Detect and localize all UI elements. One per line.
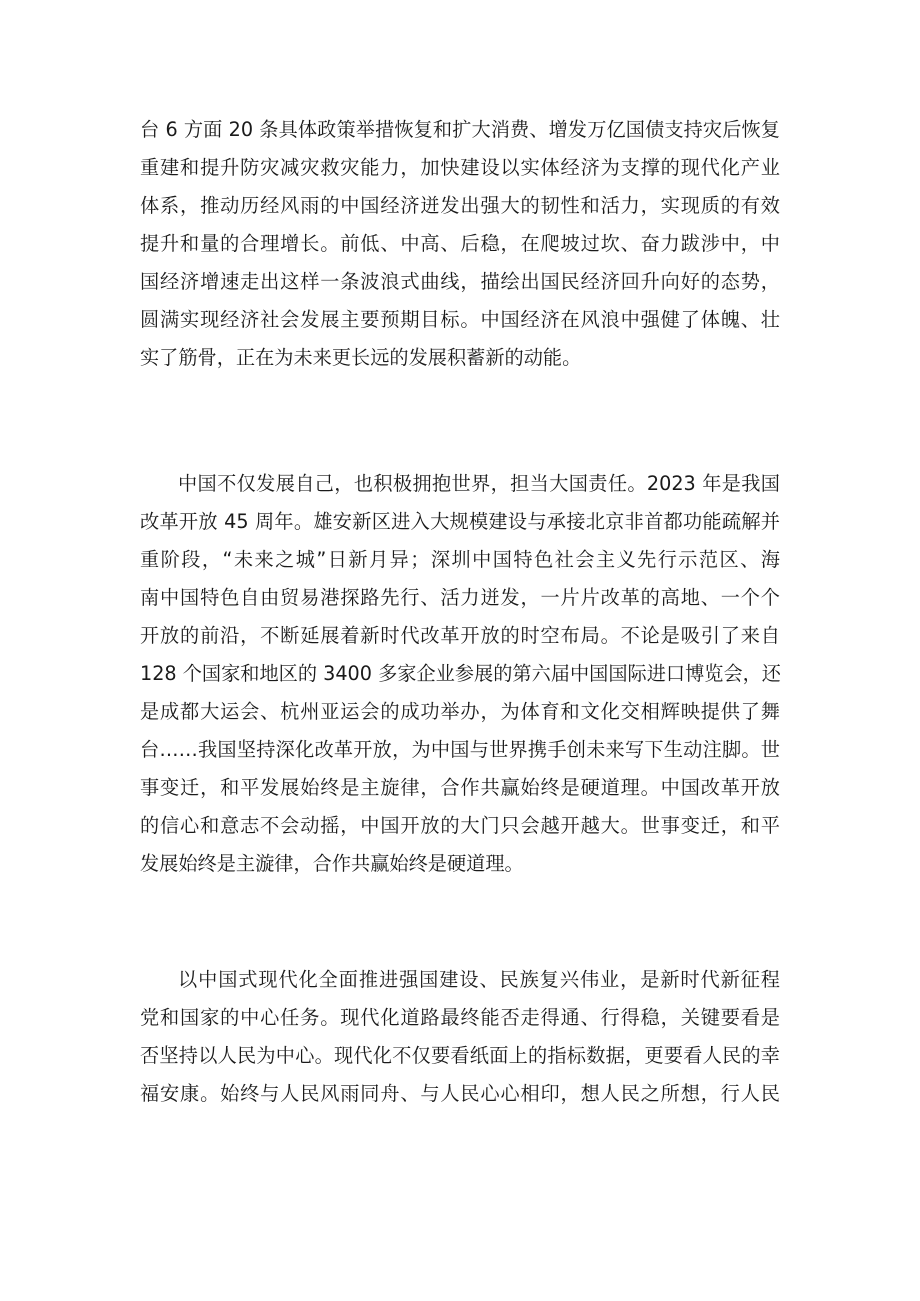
paragraph-3	[140, 961, 780, 1113]
paragraph-1	[140, 111, 780, 377]
paragraph-line: 重阶段，“未来之城”日新月异；深圳中国特色社会主义先行示范区、海	[140, 548, 780, 571]
paragraph-line: 中国不仅发展自己，也积极拥抱世界，担当大国责任。2023 年是我国	[178, 472, 780, 495]
paragraph-line: 以中国式现代化全面推进强国建设、民族复兴伟业，是新时代新征程	[178, 968, 780, 991]
paragraph-line: 国经济增速走出这样一条波浪式曲线，描绘出国民经济回升向好的态势，	[140, 270, 780, 293]
paragraph-line: 否坚持以人民为中心。现代化不仅要看纸面上的指标数据，更要看人民的幸	[140, 1044, 780, 1067]
paragraph-line: 党和国家的中心任务。现代化道路最终能否走得通、行得稳，关键要看是	[140, 1006, 780, 1029]
paragraph-line: 提升和量的合理增长。前低、中高、后稳，在爬坡过坎、奋力跋涉中，中	[140, 232, 780, 255]
paragraph-line: 台 6 方面 20 条具体政策举措恢复和扩大消费、增发万亿国债支持灾后恢复	[140, 118, 780, 141]
paragraph-line: 台……我国坚持深化改革开放，为中国与世界携手创未来写下生动注脚。世	[140, 738, 780, 761]
paragraph-line: 事变迁，和平发展始终是主旋律，合作共赢始终是硬道理。中国改革开放	[140, 776, 780, 799]
paragraph-line: 南中国特色自由贸易港探路先行、活力迸发，一片片改革的高地、一个个	[140, 586, 780, 609]
paragraph-line: 是成都大运会、杭州亚运会的成功举办，为体育和文化交相辉映提供了舞	[140, 700, 780, 723]
paragraph-line: 开放的前沿，不断延展着新时代改革开放的时空布局。不论是吸引了来自	[140, 624, 780, 647]
paragraph-line: 体系，推动历经风雨的中国经济迸发出强大的韧性和活力，实现质的有效	[140, 194, 780, 217]
paragraph-line: 改革开放 45 周年。雄安新区进入大规模建设与承接北京非首都功能疏解并	[140, 510, 780, 533]
paragraph-line: 128 个国家和地区的 3400 多家企业参展的第六届中国国际进口博览会，还	[140, 662, 781, 685]
paragraph-line: 圆满实现经济社会发展主要预期目标。中国经济在风浪中强健了体魄、壮	[140, 308, 780, 331]
paragraph-line: 实了筋骨，正在为未来更长远的发展积蓄新的动能。	[140, 346, 582, 369]
paragraph-line: 重建和提升防灾减灾救灾能力，加快建设以实体经济为支撑的现代化产业	[140, 156, 780, 179]
paragraph-line: 的信心和意志不会动摇，中国开放的大门只会越开越大。世事变迁，和平	[140, 814, 780, 837]
paragraph-line: 福安康。始终与人民风雨同舟、与人民心心相印，想人民之所想，行人民	[140, 1082, 780, 1105]
paragraph-line: 发展始终是主漩律，合作共赢始终是硬道理。	[140, 852, 524, 875]
paragraph-2	[140, 465, 780, 883]
